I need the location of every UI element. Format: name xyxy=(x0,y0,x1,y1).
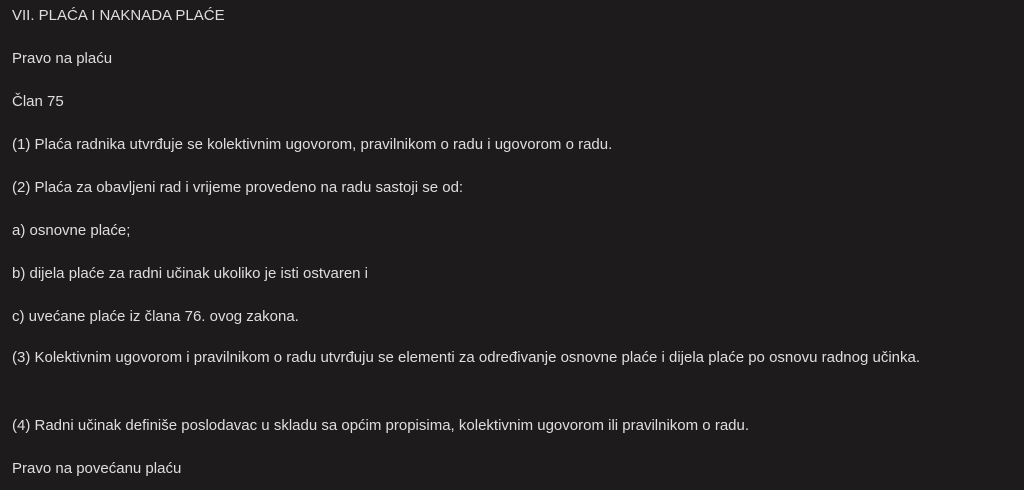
next-section-title: Pravo na povećanu plaću xyxy=(12,460,182,477)
list-item-a: a) osnovne plaće; xyxy=(12,222,131,239)
article-label: Član 75 xyxy=(12,93,64,110)
list-item-c: c) uvećane plaće iz člana 76. ovog zakona. xyxy=(12,308,299,325)
section-title: Pravo na plaću xyxy=(12,50,113,67)
paragraph-1: (1) Plaća radnika utvrđuje se kolektivnim ugovorom, pravilnikom o radu i ugovorom o radu. xyxy=(12,136,613,153)
paragraph-3: (3) Kolektivnim ugovorom i pravilnikom o radu utvrđuju se elementi za određivanje osnovne plaće i dijela plaće po osnovu radnog učinka. xyxy=(12,349,921,366)
chapter-heading: VII. PLAĆA I NAKNADA PLAĆE xyxy=(12,7,225,24)
paragraph-4: (4) Radni učinak definiše poslodavac u skladu sa općim propisima, kolektivnim ugovorom ili pravilnikom o radu. xyxy=(12,417,750,434)
paragraph-2: (2) Plaća za obavljeni rad i vrijeme provedeno na radu sastoji se od: xyxy=(12,179,464,196)
list-item-b: b) dijela plaće za radni učinak ukoliko je isti ostvaren i xyxy=(12,265,369,282)
